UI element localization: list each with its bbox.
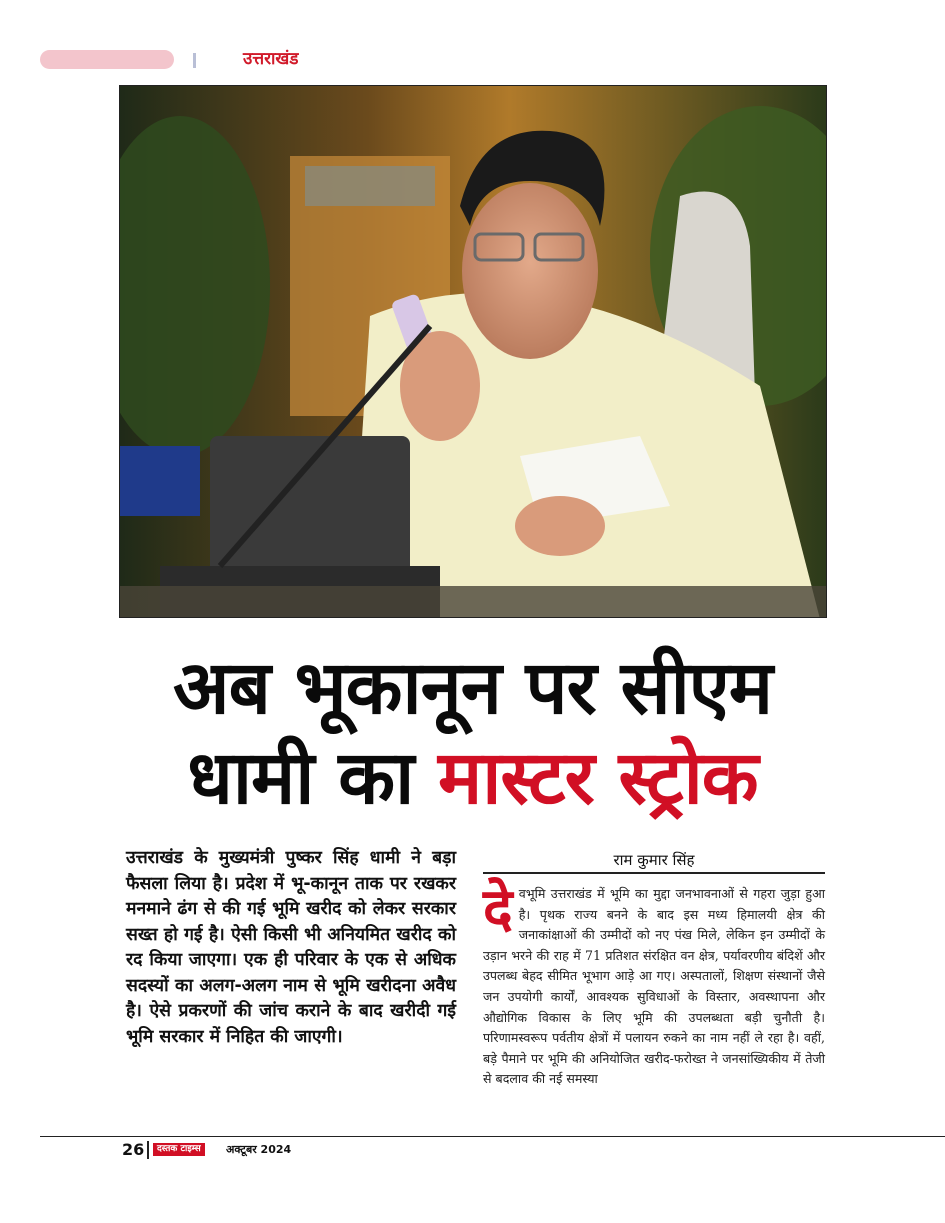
- lead-paragraph: उत्तराखंड के मुख्यमंत्री पुष्कर सिंह धामी ने बड़ा फैसला लिया है। प्रदेश में भू-कानून ताक पर रखकर मनमाने ढंग से की गई भूमि खरीद को लेकर सरकार सख्त हो गई है। ऐसी किसी भी अनियमित खरीद को रद किया जाएगा। एक ही परिवार के एक से अधिक सदस्यों का अलग-अलग नाम से भूमि खरीदना अवैध है। ऐसे प्रकरणों की जांच कराने के बाद खरीदी गई भूमि सरकार में निहित की जाएगी।: [126, 848, 456, 1047]
- issue-date: अक्टूबर 2024: [226, 1143, 292, 1156]
- footer-divider: [147, 1141, 149, 1159]
- photo-illustration: [120, 86, 827, 618]
- headline-line-2-black: धामी का: [187, 735, 438, 821]
- headline-line-2: [0, 730, 945, 826]
- headline-line-1: अब भूकानून पर सीएम: [173, 645, 772, 731]
- article-photo: [119, 85, 827, 618]
- article-body: [483, 877, 825, 1090]
- drop-cap: दे: [483, 877, 513, 942]
- byline-rule: [483, 872, 825, 874]
- section-label: उत्तराखंड: [243, 49, 299, 69]
- magazine-logo: दस्तक टाइम्स: [153, 1143, 205, 1156]
- author-byline: राम कुमार सिंह: [613, 851, 695, 869]
- header-pill-decoration: [40, 50, 174, 69]
- header-divider: [193, 53, 196, 68]
- footer-rule: [40, 1136, 945, 1137]
- article-body-text: वभूमि उत्तराखंड में भूमि का मुद्दा जनभावनाओं से गहरा जुड़ा हुआ है। पृथक राज्य बनने के बाद इस मध्य हिमालयी क्षेत्र की जनाकांक्षाओं की उम्मीदों को नए पंख मिले, लेकिन इन उम्मीदों के उड़ान भरने की राह में 71 प्रतिशत संरक्षित वन क्षेत्र, पर्यावरणीय बंदिशें और उपलब्ध बेहद सीमित भूभाग आड़े आ गए। अस्पतालों, शिक्षण संस्थानों जैसे जन उपयोगी कार्यों, आवश्यक सुविधाओं के विस्तार, अवस्थापना और औद्योगिक विकास के लिए भूमि की उपलब्धता बड़ी चुनौती है। परिणामस्वरूप पर्वतीय क्षेत्रों में पलायन रुकने का नाम नहीं ले रहा है। वहीं, बड़े पैमाने पर भूमि की अनियोजित खरीद-फरोख्त ने जनसांख्यिकीय में तेजी से बदलाव की नई समस्या: [483, 886, 825, 1087]
- headline-line-2-red: मास्टर स्ट्रोक: [438, 735, 758, 821]
- page-number: 26: [122, 1140, 145, 1159]
